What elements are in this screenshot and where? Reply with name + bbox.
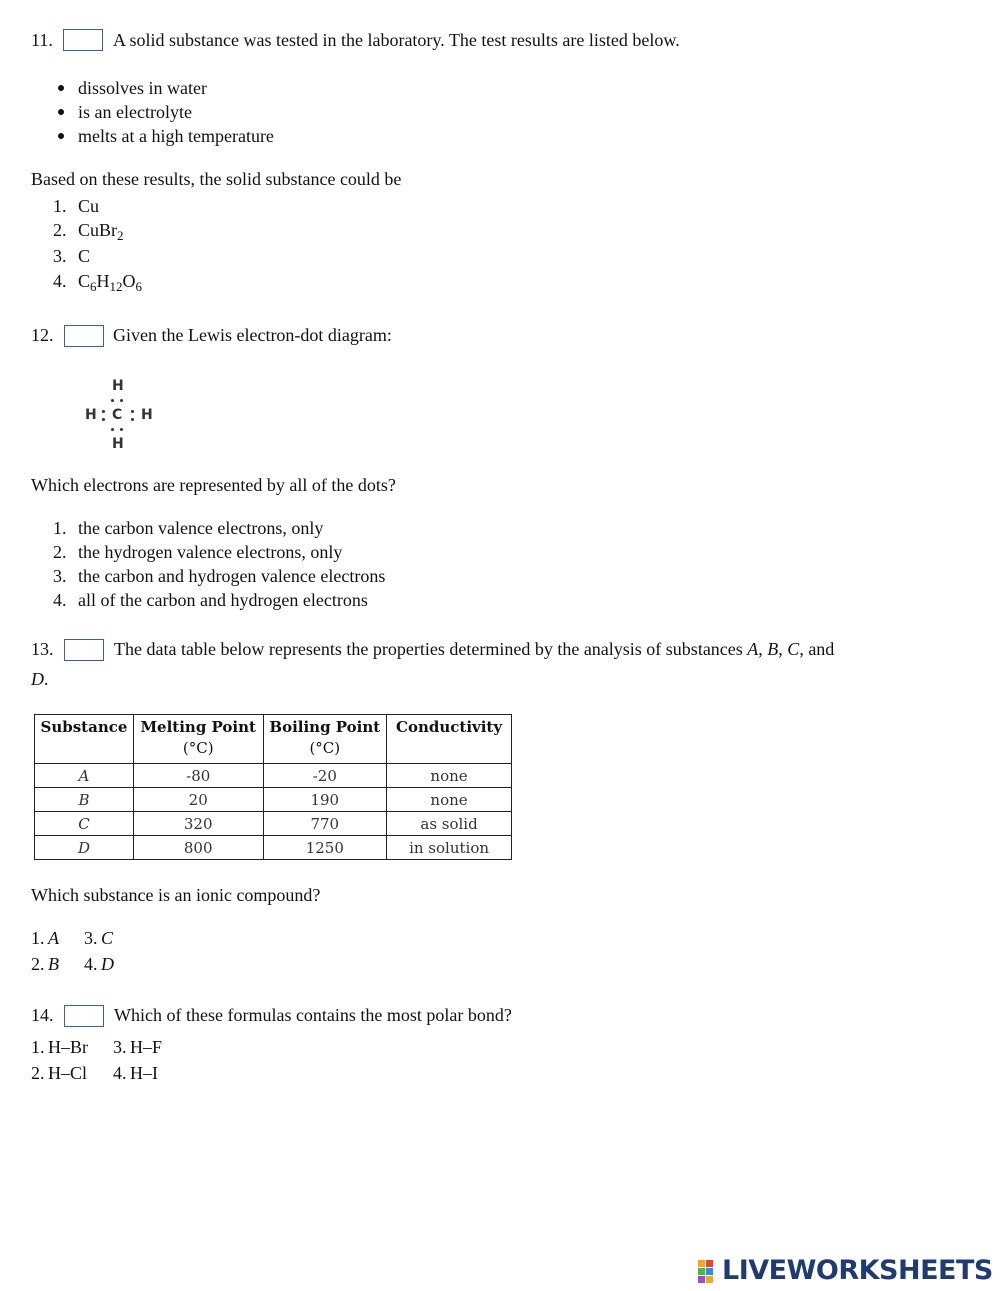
lewis-h-top: H (112, 378, 124, 394)
table-cell: in solution (387, 836, 512, 860)
table-cell: 320 (133, 812, 263, 836)
table-cell: none (387, 788, 512, 812)
q12-choice-4: all of the carbon and hydrogen electrons (78, 590, 368, 610)
q11-bullet-1: dissolves in water (78, 78, 207, 98)
q13-choice-4-number: 4. (84, 954, 98, 974)
q13-choice-2-number: 2. (31, 954, 45, 974)
table-cell: C (35, 812, 134, 836)
table-cell: 20 (133, 788, 263, 812)
q11-answer-input[interactable] (63, 29, 103, 51)
q14-number: 14. (31, 1005, 54, 1025)
q11-choice-1: Cu (78, 196, 100, 216)
q13-choice-3: C (101, 928, 114, 948)
table-row (35, 812, 512, 836)
q14-choice-1-number: 1. (31, 1037, 45, 1057)
q13-stem: Which substance is an ionic compound? (31, 885, 321, 905)
table-row (35, 836, 512, 860)
q14-choice-4-number: 4. (113, 1063, 127, 1083)
table-header-row (35, 715, 512, 764)
q11-bullet-3: melts at a high temperature (78, 126, 274, 146)
table-cell: A (35, 764, 134, 788)
q14-choice-2-number: 2. (31, 1063, 45, 1083)
electron-dot (120, 399, 123, 402)
q12-choice-2-number: 2. (53, 542, 67, 562)
q12-choice-3: the carbon and hydrogen valence electrons (78, 566, 386, 586)
q14-choice-3: H–F (130, 1037, 163, 1057)
lewis-c-center: C (112, 407, 123, 423)
q14-choice-2: H–Cl (48, 1063, 88, 1083)
q13-choice-3-number: 3. (84, 928, 98, 948)
electron-dot (102, 418, 105, 421)
q14-choice-4: H–I (130, 1063, 158, 1083)
table-cell: -80 (133, 764, 263, 788)
lewis-h-left: H (85, 407, 97, 423)
q13-choice-4: D (101, 954, 114, 974)
q11-choice-3: C (78, 246, 91, 266)
q11-choice-2: CuBr$_2$ (78, 220, 124, 243)
q11-choice-3-number: 3. (53, 246, 67, 266)
q11-choice-2-number: 2. (53, 220, 67, 240)
q14-choice-1: H–Br (48, 1037, 88, 1057)
q12-answer-input[interactable] (64, 325, 104, 347)
q11-stem: Based on these results, the solid substance could be (31, 169, 402, 189)
q12-choice-3-number: 3. (53, 566, 67, 586)
q13-number: 13. (31, 639, 54, 659)
table-cell: 770 (263, 812, 387, 836)
q12-choice-2: the hydrogen valence electrons, only (78, 542, 343, 562)
q14-choice-3-number: 3. (113, 1037, 127, 1057)
electron-dot (102, 410, 105, 413)
q11-bullet-2: is an electrolyte (78, 102, 192, 122)
electron-dot (111, 399, 114, 402)
q13-choice-2: B (48, 954, 59, 974)
q13-answer-input[interactable] (64, 639, 104, 661)
table-cell: B (35, 788, 134, 812)
q11-prompt: A solid substance was tested in the laboratory. The test results are listed below. (113, 30, 680, 50)
q13-choice-1: A (48, 928, 59, 948)
q12-choice-4-number: 4. (53, 590, 67, 610)
bullet-icon (58, 133, 64, 139)
q11-choice-1-number: 1. (53, 196, 67, 216)
lewis-h-bottom: H (112, 436, 124, 452)
table-cell: 190 (263, 788, 387, 812)
bullet-icon (58, 85, 64, 91)
q12-prompt: Given the Lewis electron-dot diagram: (113, 325, 392, 345)
table-cell: D (35, 836, 134, 860)
q12-stem: Which electrons are represented by all of the dots? (31, 475, 396, 495)
electron-dot (131, 410, 134, 413)
q12-choice-1: the carbon valence electrons, only (78, 518, 324, 538)
table-header-boiling-point: Boiling Point (°C) (263, 715, 387, 764)
table-header-melting-point: Melting Point (°C) (133, 715, 263, 764)
q11-choice-4-number: 4. (53, 271, 67, 291)
table-row (35, 764, 512, 788)
q13-prompt: The data table below represents the properties determined by the analysis of substances A, B, C, and (114, 639, 835, 659)
electron-dot (131, 418, 134, 421)
q14-answer-input[interactable] (64, 1005, 104, 1027)
lewis-h-right: H (141, 407, 153, 423)
q11-number: 11. (31, 30, 53, 50)
properties-data-table (34, 714, 512, 860)
q14-prompt: Which of these formulas contains the most polar bond? (114, 1005, 512, 1025)
electron-dot (120, 428, 123, 431)
q12-choice-1-number: 1. (53, 518, 67, 538)
table-cell: 1250 (263, 836, 387, 860)
table-header-substance: Substance (35, 715, 134, 764)
table-row (35, 788, 512, 812)
q13-choice-1-number: 1. (31, 928, 45, 948)
logo-brand-text: LIVEWORKSHEETS (722, 1255, 993, 1286)
q11-choice-4: $C_6H_{12}O_6$ (78, 271, 143, 294)
table-cell: 800 (133, 836, 263, 860)
electron-dot (111, 428, 114, 431)
q12-number: 12. (31, 325, 54, 345)
table-cell: none (387, 764, 512, 788)
table-header-conductivity: Conductivity (387, 715, 512, 764)
q13-prompt-continued: D. (31, 669, 49, 689)
table-cell: as solid (387, 812, 512, 836)
bullet-icon (58, 109, 64, 115)
table-cell: -20 (263, 764, 387, 788)
